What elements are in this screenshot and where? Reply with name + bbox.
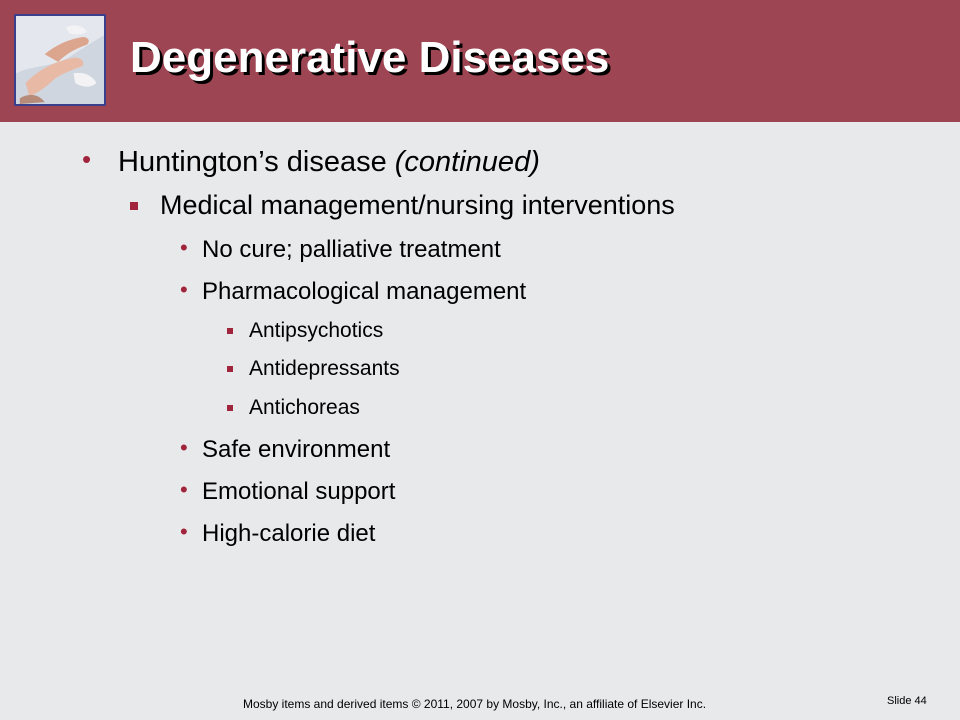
copyright-text: Mosby items and derived items © 2011, 2007 by Mosby, Inc., an affiliate of Elsevier Inc. xyxy=(243,697,707,711)
sub-list-item: Antidepressants xyxy=(249,357,400,381)
bullet-dot-icon: • xyxy=(180,519,188,544)
slide-title: Degenerative Diseases xyxy=(130,33,610,82)
list-item: • Safe environment xyxy=(180,435,391,463)
sub-list-item: Antichoreas xyxy=(249,396,360,420)
bullet-square-icon xyxy=(130,202,138,210)
bullet-level2 xyxy=(160,190,675,221)
bullet-dot-icon: • xyxy=(180,477,188,502)
slide-number: Slide 44 xyxy=(887,695,927,707)
bullet-dot-icon: • xyxy=(82,144,92,174)
bullet-square-icon xyxy=(227,328,233,334)
list-item: • High-calorie diet xyxy=(180,519,376,547)
sub-list-item: Antipsychotics xyxy=(249,319,383,343)
list-item: • Pharmacological management xyxy=(180,277,527,305)
bullet-square-icon xyxy=(227,366,233,372)
level1-text: Huntington’s disease xyxy=(118,146,387,178)
level1-italic: (continued) xyxy=(394,146,540,178)
level2-text: Medical management/nursing interventions xyxy=(160,190,675,220)
bullet-square-icon xyxy=(227,405,233,411)
list-item: • No cure; palliative treatment xyxy=(180,235,501,263)
bullet-dot-icon: • xyxy=(180,435,188,460)
list-item: • Emotional support xyxy=(180,477,396,505)
bullet-dot-icon: • xyxy=(180,277,188,302)
bullet-level1 xyxy=(82,144,540,179)
bullet-dot-icon: • xyxy=(180,235,188,260)
